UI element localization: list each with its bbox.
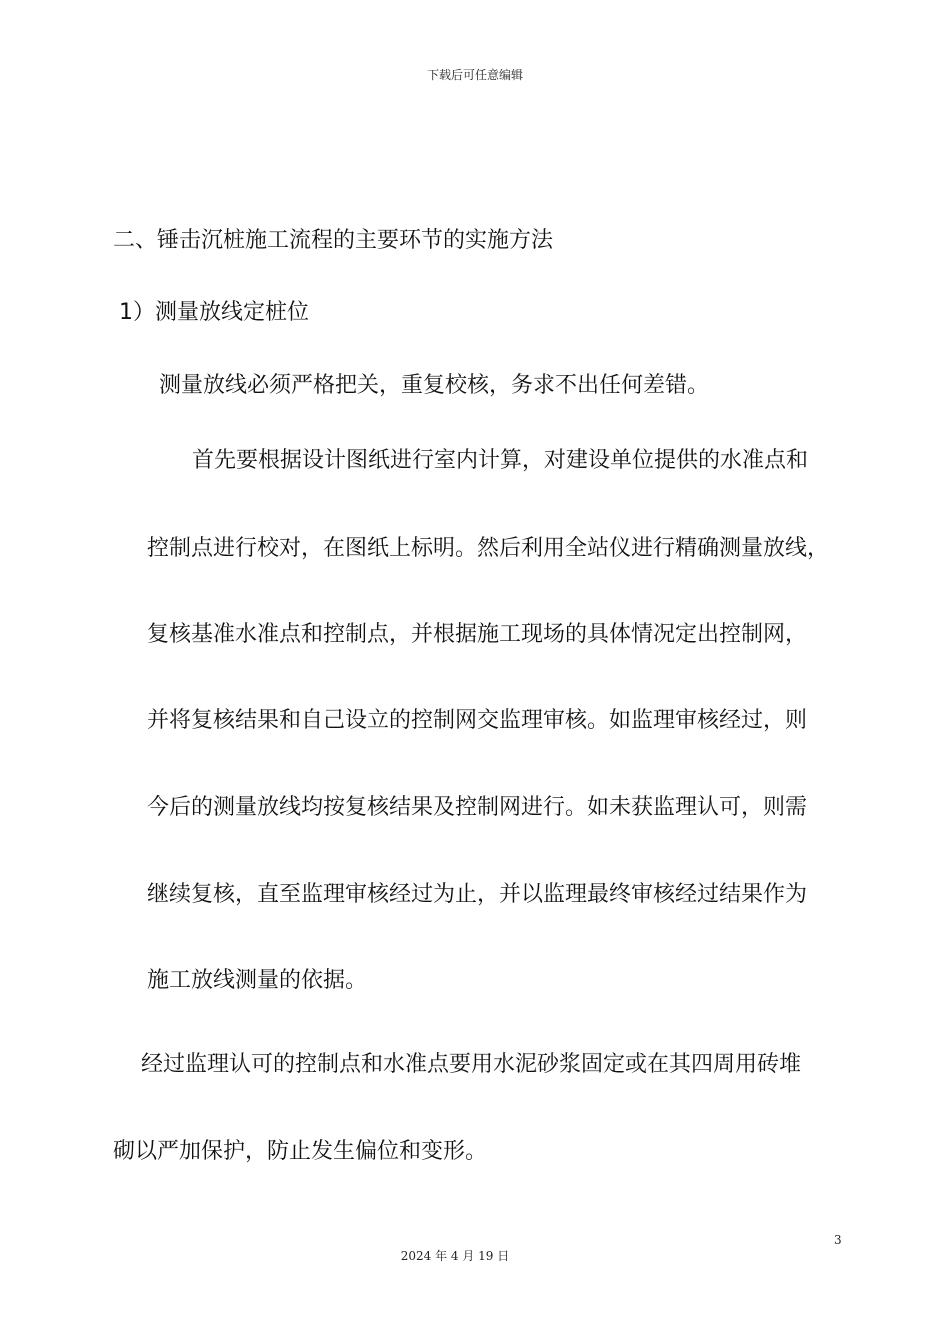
paragraph-line-5: 并将复核结果和自己设立的控制网交监理审核。如监理审核经过，则 — [147, 708, 808, 733]
paragraph-line-1: 测量放线必须严格把关，重复校核，务求不出任何差错。 — [159, 373, 710, 398]
paragraph-line-9: 经过监理认可的控制点和水准点要用水泥砂浆固定或在其四周用砖堆 — [141, 1052, 802, 1077]
header-note: 下载后可任意编辑 — [426, 68, 523, 82]
paragraph-line-10: 砌以严加保护，防止发生偏位和变形。 — [113, 1139, 488, 1164]
paragraph-line-4: 复核基准水准点和控制点，并根据施工现场的具体情况定出控制网， — [147, 622, 808, 647]
paragraph-line-7: 继续复核，直至监理审核经过为止，并以监理最终审核经过结果作为 — [147, 882, 808, 907]
paragraph-line-6: 今后的测量放线均按复核结果及控制网进行。如未获监理认可，则需 — [147, 795, 808, 820]
paragraph-line-2: 首先要根据设计图纸进行室内计算，对建设单位提供的水准点和 — [192, 448, 809, 473]
paragraph-line-3: 控制点进行校对，在图纸上标明。然后利用全站仪进行精确测量放线， — [147, 536, 830, 561]
paragraph-line-8: 施工放线测量的依据。 — [147, 968, 368, 993]
page-number: 3 — [834, 1233, 842, 1247]
footer-date: 2024 年 4 月 19 日 — [400, 1249, 510, 1263]
subheading: 1）测量放线定桩位 — [119, 300, 309, 325]
section-heading: 二、锤击沉桩施工流程的主要环节的实施方法 — [113, 228, 554, 253]
